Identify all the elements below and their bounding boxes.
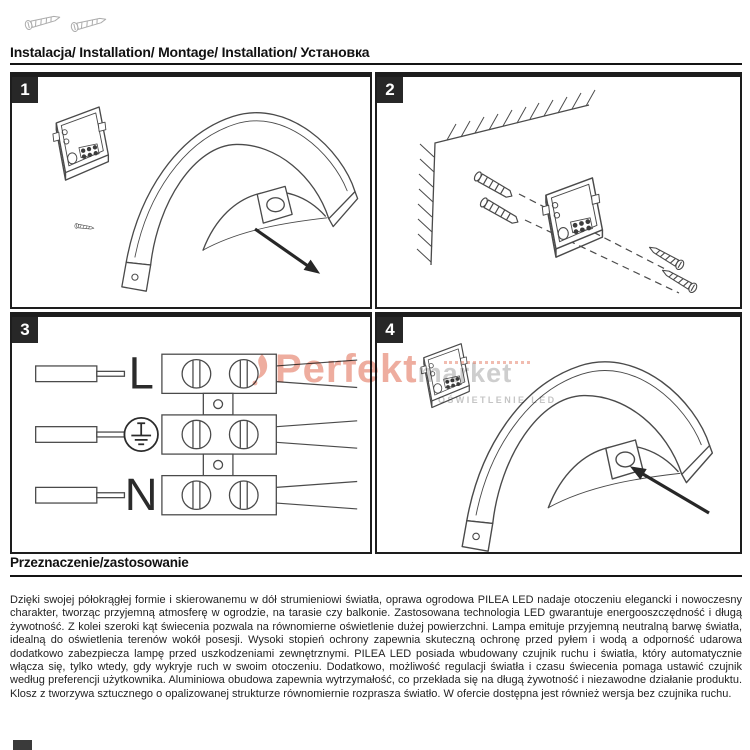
screw-icon [660,266,698,294]
purpose-paragraph: Dzięki swojej półokrągłej formie i skierowanemu w dół strumieniowi światła, oprawa ogrodowa PILEA LED nadaje otoczeniu elegancki i nowoczesny charakter, tworząc przyjemną atmosferę w ogrodzie, na tarasie czy balkonie. Zastosowana technologia LED gwarantuje energooszczędność i długą żywotność. Z kolei szeroki kąt świecenia pozwala na równomierne oświetlenie dużej powierzchni. Lampa emituje przyjemną neutralną barwę światła, idealną do oświetlenia terenów wokół posesji. Wysoki stopień ochrony zapewnia skuteczną ochronę przed pyłem i wodą a odporność udarowa dodatkowo zabezpiecza lampę przed uszkodzeniami zewnętrznymi. PILEA LED posiada wbudowany czujnik ruchu i światła, który automatycznie włącza się, tylko wtedy, gdy wykryje ruch w swoim otoczeniu. Dodatkowo, możliwość regulacji światła i czasu świecenia pomaga ustawić czujnik według preferencji użytkownika. Aluminiowa obudowa zapewnia wytrzymałość, co przekłada się na długą żywotność i niezawodne działanie produktu. Klosz z tworzywa sztucznego o opalizowanej strukturze równomiernie rozprasza światło. W ofercie dostępna jest również wersja bez czujnika ruchu. [10,594,742,700]
step-number-badge: 2 [377,77,403,103]
step-panel-2 [375,72,742,309]
earth-symbol-icon [124,418,158,451]
step-panel-1 [10,72,372,309]
wiring-diagram [12,317,370,552]
step-number-badge: 1 [12,77,38,103]
watermark-brand-primary: Perfekt [275,347,418,391]
step-number-badge: 4 [377,317,403,343]
direction-arrow-icon [631,467,709,513]
terminal-block [162,415,276,454]
neutral-wire-label: N [124,469,158,520]
lamp-illustration [122,113,358,291]
live-wire [36,366,125,382]
terminal-connector [203,393,233,415]
watermark-brand-secondary: market [417,358,513,388]
terminal-connector [203,454,233,476]
output-wires [276,360,357,509]
neutral-wire [36,487,125,503]
screw-icon [647,243,685,271]
direction-arrow-icon [255,229,319,273]
mounting-plate-illustration [421,344,469,408]
purpose-heading: Przeznaczenie/zastosowanie [10,555,189,570]
step1-illustration [12,77,370,307]
watermark-tagline: OŚWIETLENIE LED [438,395,557,405]
terminal-block [162,476,276,515]
mounting-plate-illustration [53,107,108,180]
wall-plug-icon [479,197,520,227]
step-panel-4 [375,312,742,554]
step2-illustration [377,77,740,307]
terminal-block [162,354,276,393]
installation-heading: Instalacja/ Installation/ Montage/ Installation/ Установка [10,44,370,60]
step-number-badge: 3 [12,317,38,343]
installation-heading-rule [10,63,742,65]
installation-steps-grid [10,72,742,554]
mounting-plate-illustration [542,178,602,257]
live-wire-label: L [128,347,154,399]
earth-wire [36,427,125,443]
wall-plug-icon [473,171,514,201]
purpose-heading-rule [10,575,742,577]
step4-illustration [377,317,740,552]
next-section-badge-fragment [13,740,32,750]
lamp-illustration [462,362,712,551]
step-panel-3 [10,312,372,554]
screw-icon [75,223,95,231]
package-screws-icon [22,5,118,39]
